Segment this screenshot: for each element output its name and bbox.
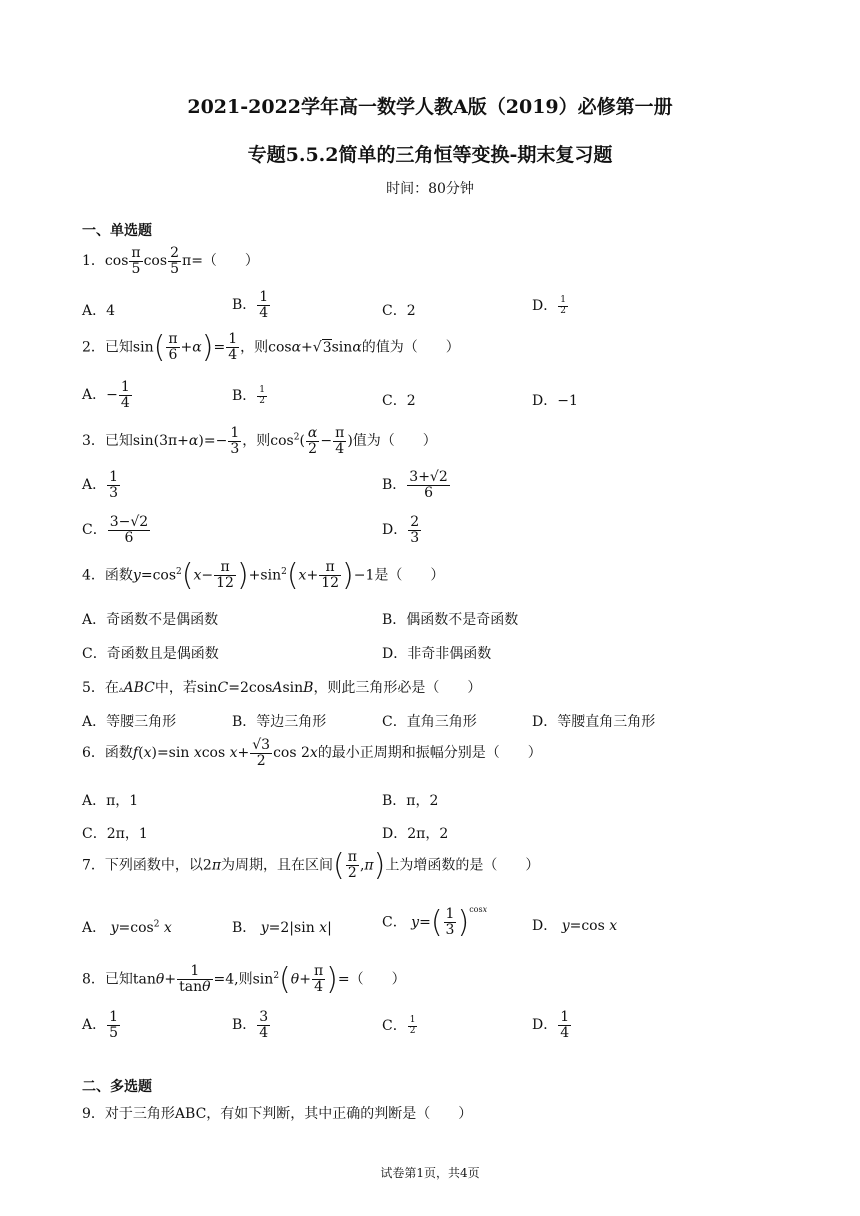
question-6: 6．函数f(x)=sin xcos x+ $\frac{√3}{2}$ cos 2x的最小正周期和振幅分别是（ ）: [82, 737, 542, 769]
q6-option-d: D．2π，2: [382, 826, 449, 842]
q2-option-d: D．−1: [532, 393, 578, 409]
q7-option-b: B． y=2|sin x|: [232, 920, 332, 936]
q5-option-d: D．等腰直角三角形: [532, 714, 656, 730]
q8-option-b: B． $\frac{3}{4}$: [232, 1009, 269, 1041]
q1-option-b: B． $\frac{1}{4}$: [232, 289, 269, 321]
question-3: 3．已知sin(3π+α)=− $\frac{1}{3}$ ，则$\cos^2$( $\frac{\alpha}{2}$ − $\frac{\pi}{4}$ )值为（ ）: [82, 425, 437, 457]
question-5: 5．在▵ABC中，若sinC=2cosAsinB，则此三角形必是（ ）: [82, 680, 482, 696]
q4-option-a: A．奇函数不是偶函数: [82, 612, 219, 628]
q2-option-b: B． $\frac{1}{2}$: [232, 385, 266, 406]
time-limit: 时间：80分钟: [386, 181, 474, 197]
q2-option-c: C．2: [382, 393, 416, 409]
q7-option-c: C． y=( $\frac{1}{3}$ )$^{cosx}$: [382, 905, 488, 940]
q2-option-a: A．− $\frac{1}{4}$: [82, 379, 130, 411]
question-8: 8．已知tanθ+ $\frac{1}{\tan\theta}$ =4,则$\sin^2(\theta+$ $\frac{\pi}{4}$ )=（ ）: [82, 962, 406, 997]
document-subtitle: 专题5.5.2简单的三角恒等变换-期末复习题: [247, 144, 613, 166]
q6-option-a: A．π，1: [82, 793, 139, 809]
q3-option-a: A． $\frac{1}{3}$: [82, 469, 119, 501]
question-4: 4．函数$y=\cos^2(x-$ $\frac{\pi}{12}$ )$+\sin^2(x+$ $\frac{\pi}{12}$ )−1是（ ）: [82, 558, 445, 593]
q8-option-a: A． $\frac{1}{5}$: [82, 1009, 119, 1041]
q3-option-d: D． $\frac{2}{3}$: [382, 514, 420, 546]
question-2: 2．已知sin( $\frac{\pi}{6}$ +α)= $\frac{1}{4}$ ，则cosα+√3sinα的值为（ ）: [82, 330, 460, 365]
q5-option-a: A．等腰三角形: [82, 714, 177, 730]
page-footer: 试卷第1页，共4页: [380, 1166, 480, 1180]
q3-option-c: C． $\frac{3-√2}{6}$: [82, 514, 149, 546]
q4-option-b: B．偶函数不是奇函数: [382, 612, 519, 628]
q7-option-d: D． y=cos x: [532, 918, 618, 934]
question-1: 1．cos $\frac{\pi}{5}$ cos $\frac{2}{5}$ π=（ ）: [82, 245, 259, 277]
q8-option-d: D． $\frac{1}{4}$: [532, 1009, 570, 1041]
q1-option-a: A．4: [82, 303, 116, 319]
section-single-choice: 一、单选题: [82, 223, 152, 239]
q5-option-b: B．等边三角形: [232, 714, 327, 730]
question-9: 9．对于三角形ABC，有如下判断，其中正确的判断是（ ）: [82, 1106, 473, 1122]
q8-option-c: C． $\frac{1}{2}$: [382, 1015, 416, 1036]
question-7: 7．下列函数中，以2π为周期，且在区间( $\frac{\pi}{2}$ ,π)上为增函数的是（ ）: [82, 848, 540, 883]
q4-option-c: C．奇函数且是偶函数: [82, 646, 219, 662]
q1-option-c: C．2: [382, 303, 416, 319]
q3-option-b: B． $\frac{3+√2}{6}$: [382, 469, 448, 501]
q6-option-c: C．2π，1: [82, 826, 148, 842]
q6-option-b: B．π，2: [382, 793, 439, 809]
section-multiple-choice: 二、多选题: [82, 1079, 152, 1095]
q4-option-d: D．非奇非偶函数: [382, 646, 492, 662]
q1-option-d: D． $\frac{1}{2}$: [532, 295, 566, 316]
q5-option-c: C．直角三角形: [382, 714, 477, 730]
q7-option-a: A． $y=\cos^2$ x: [82, 919, 172, 936]
document-title: 2021-2022学年高一数学人教A版（2019）必修第一册: [187, 96, 673, 118]
